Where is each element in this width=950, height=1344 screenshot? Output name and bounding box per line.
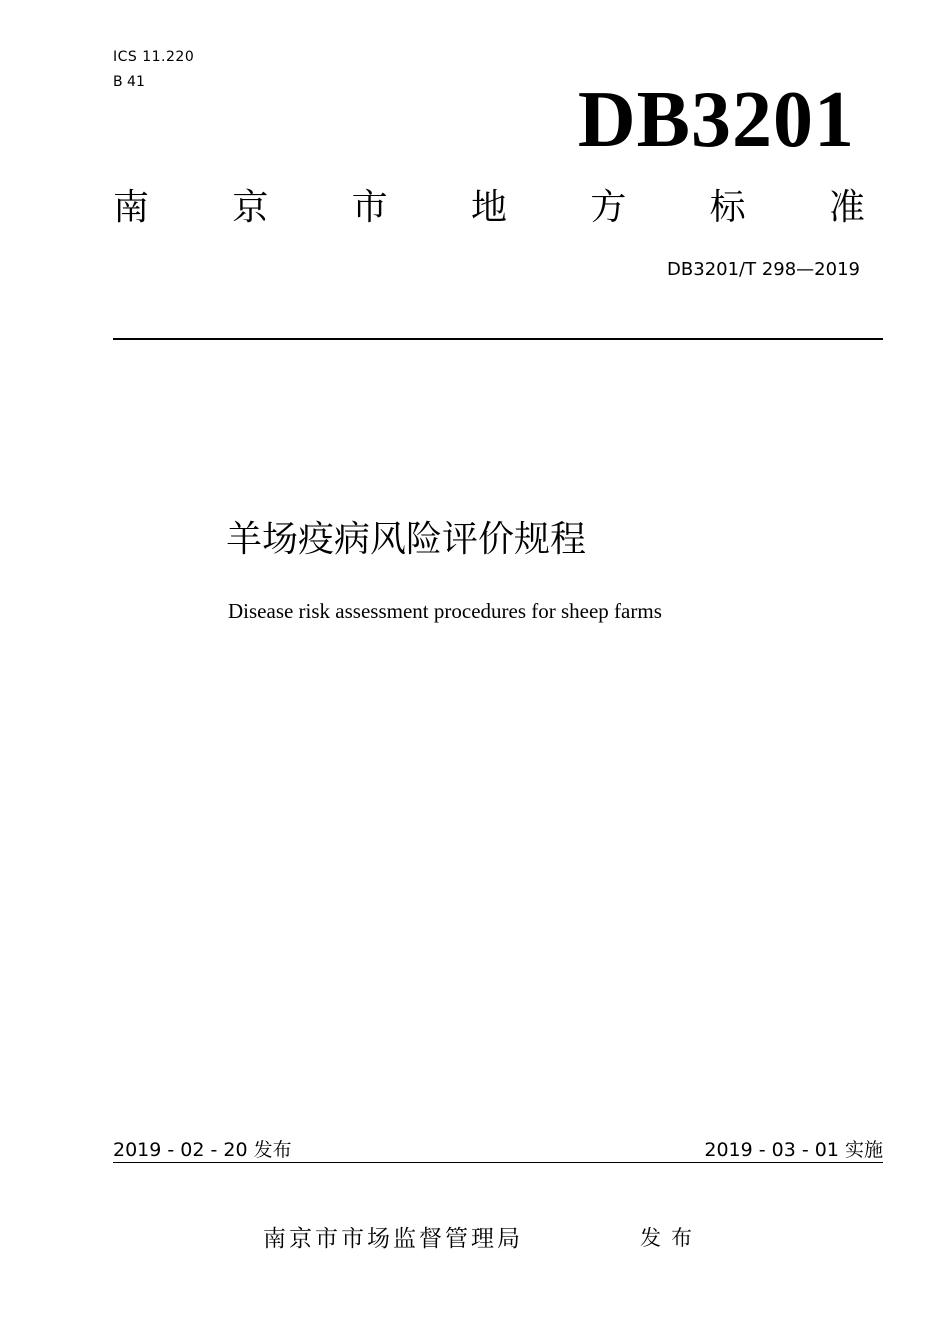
document-title-english: Disease risk assessment procedures for sheep farms — [228, 599, 662, 623]
standard-type-char: 京 — [232, 187, 269, 228]
ics-code: ICS 11.220 — [113, 49, 195, 65]
standard-type-char: 准 — [828, 187, 865, 228]
issue-date: 2019 - 02 - 20 发布 — [113, 1139, 292, 1161]
standard-type-char: 标 — [709, 187, 746, 228]
standard-type — [113, 186, 865, 230]
footer-divider — [113, 1162, 883, 1163]
standard-number: DB3201/T 298—2019 — [667, 259, 860, 280]
publish-label: 发布 — [640, 1226, 702, 1250]
standard-type-char: 地 — [470, 187, 507, 228]
issuing-authority: 南京市市场监督管理局 — [263, 1226, 523, 1252]
standard-type-char: 南 — [113, 187, 150, 228]
implementation-date: 2019 - 03 - 01 实施 — [704, 1139, 883, 1161]
header-divider — [113, 338, 883, 340]
standard-type-char: 市 — [351, 187, 388, 228]
standard-code-logo: DB3201 — [577, 76, 855, 164]
document-title: 羊场疫病风险评价规程 — [226, 519, 587, 560]
classification-code: B 41 — [113, 74, 145, 90]
standard-type-char: 方 — [590, 187, 627, 228]
